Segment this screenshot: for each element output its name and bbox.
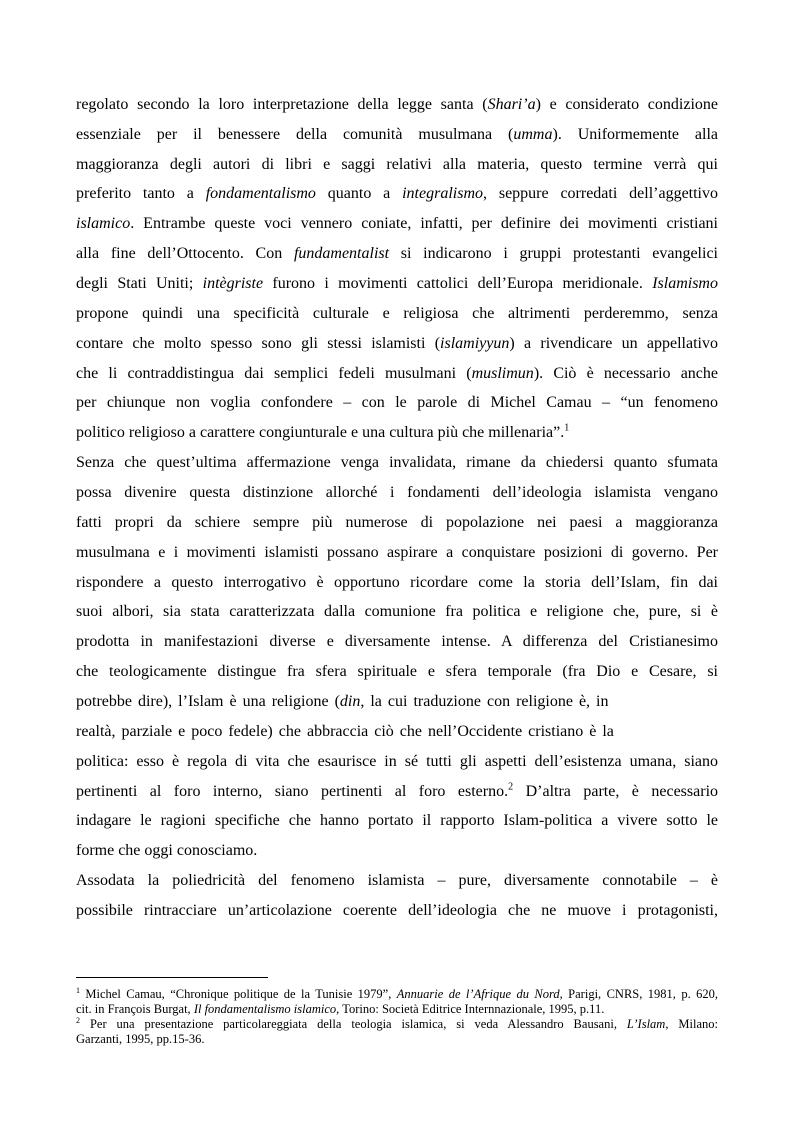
- body-line: che teologicamente distingue fra sfera spirituale e sfera temporale (fra Dio e Cesare, si: [76, 663, 718, 680]
- footnote-ref: 1: [564, 422, 570, 434]
- footnote-2: $^2$ Per una presentazione particolareggiata della teologia islamica, si veda Alessandro Bausani, L’Islam, Milano:: [76, 1017, 718, 1031]
- footnote-ref: 2: [508, 782, 514, 793]
- body-line: islamico. Entrambe queste voci vennero coniate, infatti, per definire dei movimenti cristiani: [76, 215, 718, 232]
- body-line: degli Stati Uniti; intègriste furono i movimenti cattolici dell’Europa meridionale. Islamismo: [76, 275, 718, 292]
- body-line: regolato secondo la loro interpretazione della legge santa (Shari’a) e considerato condizione: [76, 96, 718, 113]
- body-line: pertinenti al foro interno, siano pertinenti al foro esterno.$^2$ D’altra parte, è necessario: [76, 782, 718, 800]
- footnote-1-cont: cit. in François Burgat, Il fondamentalismo islamico, Torino: Società Editrice Internnazionale, 1995, p.11.: [76, 1002, 605, 1016]
- body-line: fatti propri da schiere sempre più numerose di popolazione nei paesi a maggioranza: [76, 514, 718, 531]
- body-line: preferito tanto a fondamentalismo quanto a integralismo, seppure corredati dell’aggettivo: [76, 185, 718, 202]
- body-line: indagare le ragioni specifiche che hanno portato il rapporto Islam-politica a vivere sotto le: [76, 812, 718, 829]
- body-line: politico religioso a carattere congiunturale e una cultura più che millenaria”.$^1$: [76, 422, 570, 441]
- body-line: Assodata la poliedricità del fenomeno islamista – pure, diversamente connotabile – è: [76, 872, 718, 889]
- body-line: possa divenire questa distinzione allorché i fondamenti dell’ideologia islamista vengano: [76, 484, 718, 501]
- body-line: essenziale per il benessere della comunità musulmana (umma). Uniformemente alla: [76, 126, 718, 143]
- footnote-separator: [76, 977, 268, 978]
- body-line: alla fine dell’Ottocento. Con fundamentalist si indicarono i gruppi protestanti evangelici: [76, 245, 718, 262]
- body-line: possibile rintracciare un’articolazione coerente dell’ideologia che ne muove i protagonisti,: [76, 902, 718, 919]
- footnote-2-cont: Garzanti, 1995, pp.15-36.: [76, 1032, 205, 1046]
- body-line: politica: esso è regola di vita che esaurisce in sé tutti gli aspetti dell’esistenza umana, siano: [76, 753, 718, 770]
- body-line: maggioranza degli autori di libri e saggi relativi alla materia, questo termine verrà qui: [76, 156, 718, 173]
- body-line: suoi albori, sia stata caratterizzata dalla comunione fra politica e religione che, pure, si è: [76, 603, 718, 620]
- body-line: prodotta in manifestazioni diverse e diversamente intense. A differenza del Cristianesimo: [76, 633, 718, 650]
- body-line: realtà, parziale e poco fedele) che abbraccia ciò che nell’Occidente cristiano è la: [76, 723, 614, 740]
- body-line: che li contraddistingua dai semplici fedeli musulmani (muslimun). Ciò è necessario anche: [76, 365, 718, 382]
- body-line: potrebbe dire), l’Islam è una religione (din, la cui traduzione con religione è, in: [76, 693, 609, 710]
- body-line: per chiunque non voglia confondere – con le parole di Michel Camau – “un fenomeno: [76, 394, 718, 411]
- body-line: propone quindi una specificità culturale e religiosa che altrimenti perderemmo, senza: [76, 305, 718, 322]
- body-line: forme che oggi conosciamo.: [76, 842, 258, 859]
- body-line: Senza che quest’ultima affermazione venga invalidata, rimane da chiedersi quanto sfumata: [76, 454, 718, 471]
- body-line: rispondere a questo interrogativo è opportuno ricordare come la storia dell’Islam, fin dai: [76, 574, 718, 591]
- footnote-1: $^1$ Michel Camau, “Chronique politique de la Tunisie 1979”, Annuarie de l’Afrique du Nord, Parigi, CNRS, 1981, p. 620,: [76, 987, 718, 1001]
- body-line: musulmana e i movimenti islamisti possano aspirare a conquistare posizioni di governo. Per: [76, 544, 718, 561]
- body-line: contare che molto spesso sono gli stessi islamisti (islamiyyun) a rivendicare un appellativo: [76, 335, 718, 352]
